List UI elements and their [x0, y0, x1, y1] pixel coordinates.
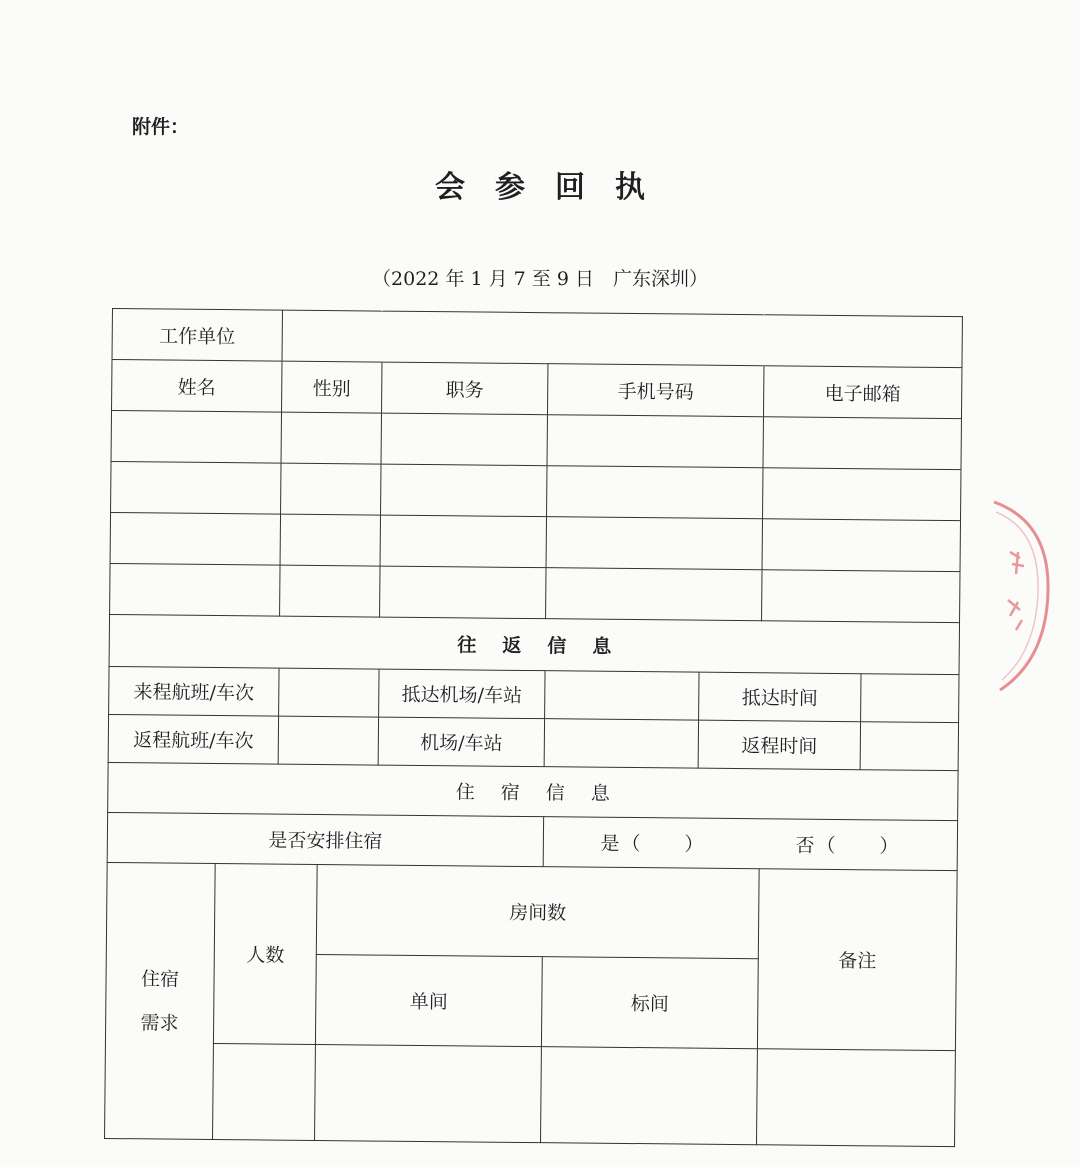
phone-cell[interactable] — [546, 517, 762, 570]
registration-form — [104, 308, 962, 1148]
email-cell[interactable] — [762, 570, 960, 623]
column-email: 电子邮箱 — [764, 366, 962, 419]
column-position: 职务 — [382, 362, 548, 415]
return-time-label: 返程时间 — [698, 720, 860, 770]
position-cell[interactable] — [380, 566, 546, 619]
return-station-field[interactable] — [544, 719, 698, 768]
return-flight-field[interactable] — [278, 716, 378, 765]
gender-cell[interactable] — [280, 514, 380, 566]
position-cell[interactable] — [380, 515, 546, 568]
single-room-label: 单间 — [315, 954, 542, 1046]
document-subtitle: （2022 年 1 月 7 至 9 日 广东深圳） — [372, 268, 708, 290]
column-gender: 性别 — [282, 361, 382, 413]
single-room-field[interactable] — [315, 1044, 542, 1142]
arrival-station-label: 抵达机场/车站 — [379, 669, 545, 719]
phone-cell[interactable] — [547, 466, 763, 519]
header-row — [112, 360, 962, 419]
arrange-lodging-choice[interactable] — [543, 817, 957, 871]
form-table — [104, 308, 963, 1147]
work-unit-row — [112, 309, 962, 368]
work-unit-label: 工作单位 — [112, 309, 282, 362]
arrival-time-label: 抵达时间 — [699, 672, 861, 722]
people-label: 人数 — [213, 864, 317, 1045]
lodging-need-line1: 住宿 — [140, 967, 180, 991]
arrival-time-field[interactable] — [861, 674, 959, 723]
email-cell[interactable] — [763, 417, 961, 470]
attendee-row — [110, 512, 960, 571]
name-cell[interactable] — [110, 563, 280, 616]
arrival-flight-field[interactable] — [279, 668, 379, 717]
gender-cell[interactable] — [281, 463, 381, 515]
remarks-field[interactable] — [757, 1049, 956, 1147]
email-cell[interactable] — [762, 519, 960, 572]
phone-cell[interactable] — [546, 568, 762, 621]
arrival-row — [109, 666, 959, 722]
no-option[interactable]: 否（ ） — [795, 834, 901, 858]
document-title: 会参回执 — [435, 170, 675, 205]
lodging-section-row — [108, 762, 958, 820]
lodging-section-title: 住宿信息 — [108, 762, 958, 820]
travel-section-row — [109, 614, 959, 674]
lodging-need-label — [105, 862, 216, 1139]
red-seal-stamp — [972, 490, 1080, 700]
rooms-label: 房间数 — [316, 864, 759, 958]
return-flight-label: 返程航班/车次 — [108, 714, 278, 764]
yes-option[interactable]: 是（ ） — [600, 832, 706, 856]
standard-room-field[interactable] — [541, 1047, 758, 1145]
email-cell[interactable] — [763, 468, 961, 521]
name-cell[interactable] — [110, 512, 280, 565]
column-phone: 手机号码 — [548, 364, 764, 417]
attendee-row — [111, 411, 961, 470]
position-cell[interactable] — [381, 413, 547, 466]
position-cell[interactable] — [381, 464, 547, 517]
remarks-label: 备注 — [757, 869, 957, 1051]
travel-section-title: 往返信息 — [109, 614, 959, 674]
gender-cell[interactable] — [281, 412, 381, 464]
return-time-field[interactable] — [860, 722, 958, 771]
attendee-row — [110, 563, 960, 622]
return-row — [108, 714, 958, 770]
attachment-label: 附件： — [132, 116, 190, 138]
standard-room-label: 标间 — [541, 957, 758, 1049]
name-cell[interactable] — [111, 411, 281, 464]
people-field[interactable] — [213, 1044, 316, 1141]
lodging-arrange-row — [107, 812, 957, 870]
attendee-row — [111, 461, 961, 520]
name-cell[interactable] — [111, 461, 281, 514]
arrange-lodging-label: 是否安排住宿 — [107, 812, 543, 866]
work-unit-field[interactable] — [282, 310, 962, 368]
return-station-label: 机场/车站 — [378, 717, 544, 767]
column-name: 姓名 — [112, 360, 282, 413]
phone-cell[interactable] — [547, 415, 763, 468]
lodging-input-row — [105, 1042, 956, 1146]
lodging-need-line2: 需求 — [140, 1011, 179, 1035]
arrival-flight-label: 来程航班/车次 — [109, 666, 279, 716]
gender-cell[interactable] — [280, 565, 380, 617]
arrival-station-field[interactable] — [545, 671, 699, 720]
lodging-header-row-1 — [106, 862, 957, 960]
